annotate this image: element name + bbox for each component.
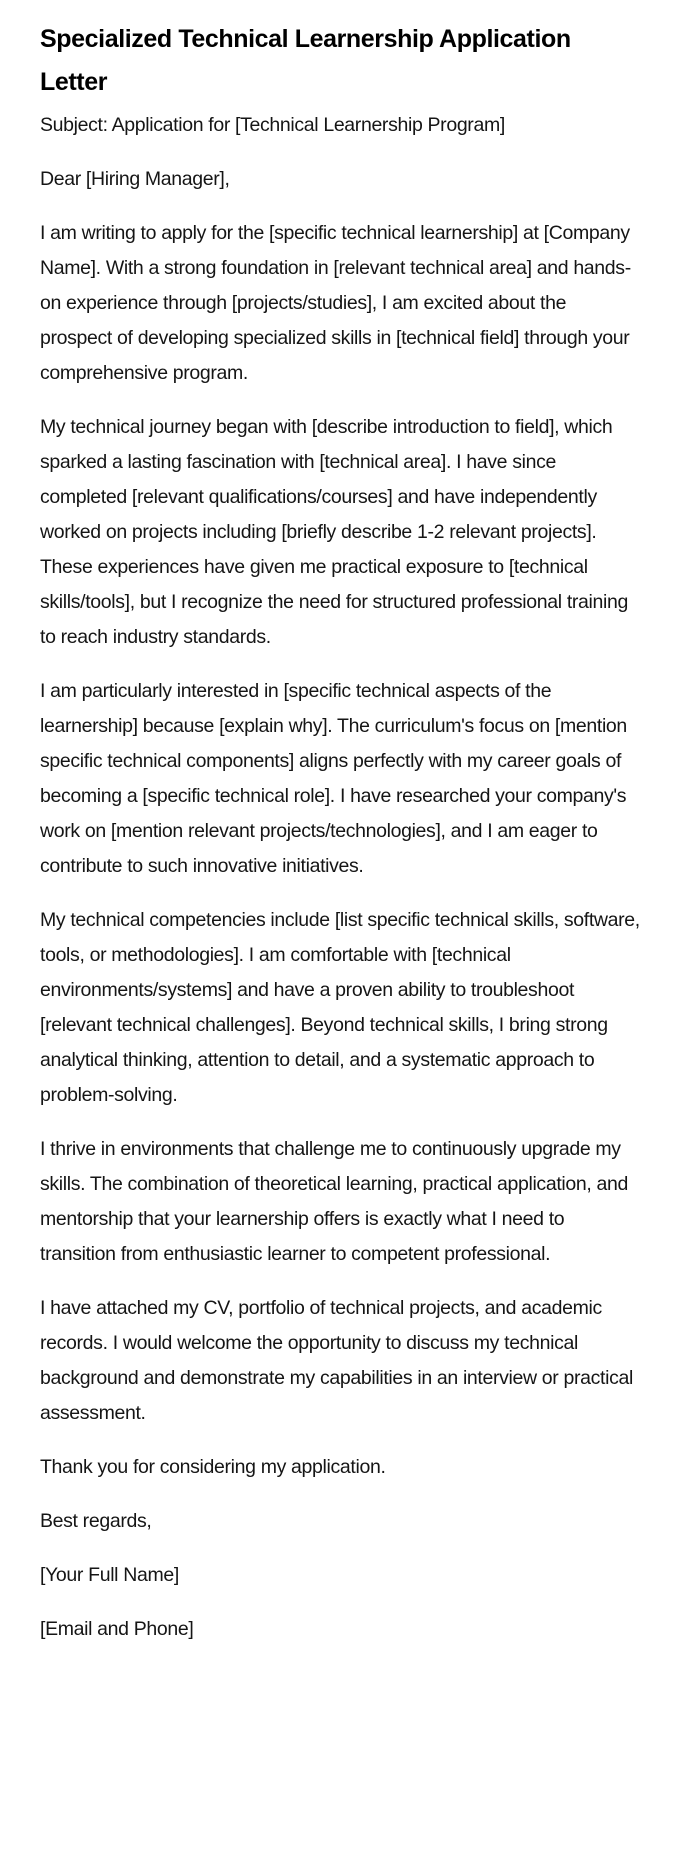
body-paragraph-motivation: I thrive in environments that challenge me to continuously upgrade my skills. The combination of theoretical learning, practical application, and mentorship that your learnership offers is exactly what I need to transition from enthusiastic learner to competent professional. xyxy=(40,1138,628,1265)
body-paragraph-intro: I am writing to apply for the [specific technical learnership] at [Company Name]. With a strong foundation in [relevant technical area] and hands-on experience through [projects/studies], I am excited about the prospect of developing specialized skills in [technical field] through your comprehensive program. xyxy=(40,222,631,384)
body-paragraph-interest: I am particularly interested in [specific technical aspects of the learnership] because [explain why]. The curriculum's focus on [mention specific technical components] aligns perfectly with my career goals of becoming a [specific technical role]. I have researched your company's work on [mention relevant projects/technologies], and I am eager to contribute to such innovative initiatives. xyxy=(40,680,627,877)
signature-name: [Your Full Name] xyxy=(40,1564,179,1586)
letter-document xyxy=(40,18,640,1666)
body-paragraph-attachments: I have attached my CV, portfolio of technical projects, and academic records. I would welcome the opportunity to discuss my technical background and demonstrate my capabilities in an interview or practical assessment. xyxy=(40,1297,633,1424)
body-paragraph-background: My technical journey began with [describe introduction to field], which sparked a lasting fascination with [technical area]. I have since completed [relevant qualifications/courses] and have independently worked on projects including [briefly describe 1-2 relevant projects]. These experiences have given me practical exposure to [technical skills/tools], but I recognize the need for structured professional training to reach industry standards. xyxy=(40,416,628,648)
body-paragraph-competencies: My technical competencies include [list specific technical skills, software, tools, or methodologies]. I am comfortable with [technical environments/systems] and have a proven ability to troubleshoot [relevant technical challenges]. Beyond technical skills, I bring strong analytical thinking, attention to detail, and a systematic approach to problem-solving. xyxy=(40,909,640,1106)
salutation: Dear [Hiring Manager], xyxy=(40,168,230,190)
subject-line: Subject: Application for [Technical Learnership Program] xyxy=(40,114,505,136)
signature-contact: [Email and Phone] xyxy=(40,1618,194,1640)
thanks-line: Thank you for considering my application. xyxy=(40,1456,386,1478)
closing-line: Best regards, xyxy=(40,1510,152,1532)
document-title: Specialized Technical Learnership Application Letter xyxy=(40,25,571,96)
